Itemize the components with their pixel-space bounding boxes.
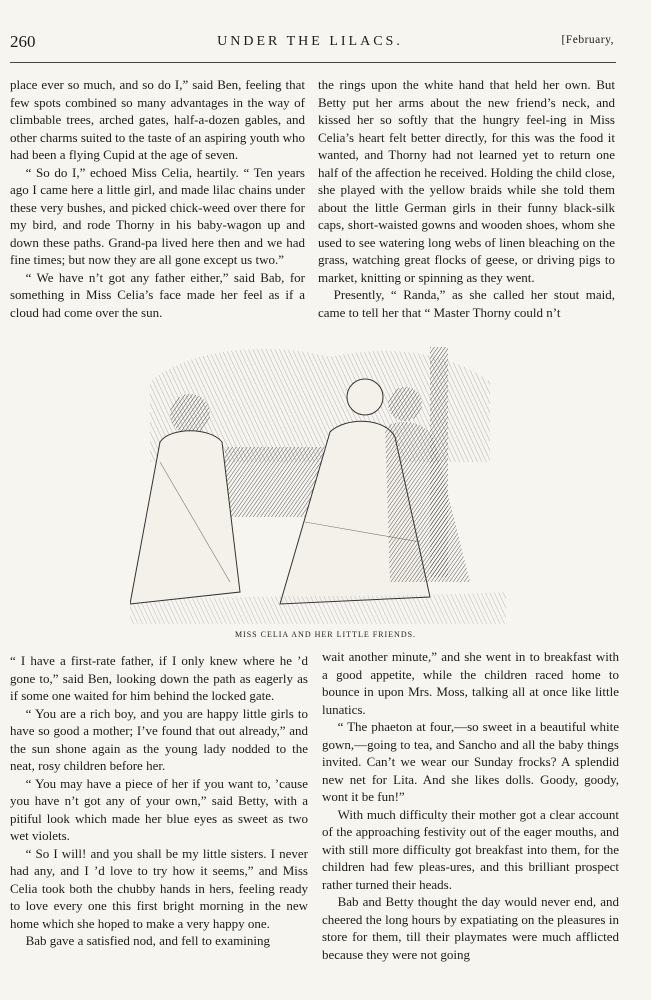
running-title: UNDER THE LILACS. xyxy=(217,34,403,49)
figure-caption: MISS CELIA AND HER LITTLE FRIENDS. xyxy=(234,630,417,639)
paragraph: “ So do I,” echoed Miss Celia, heartily. “ Ten years ago I came here a little girl, and made lilac chains under these very bushes, and picked chick-weed over there for my bird, and rode Thorny in his baby-wagon up and down these paths. Grand-pa lived here then and we had fine times; but now they are all gone except us two.” xyxy=(10,164,305,267)
paragraph: Bab gave a satisfied nod, and fell to examining xyxy=(25,933,270,948)
illustration-engraving xyxy=(130,342,506,624)
paragraph: With much difficulty their mother got a clear account of the approaching festivity out of the eager mouths, and with still more difficulty got breakfast into them, for the children had few pleas-ures, and this brilliant prospect rather turned their heads. xyxy=(322,806,619,892)
paragraph: “ You may have a piece of her if you want to, ’cause you have n’t got any of your own,” said Betty, with a pitiful look which made her blue eyes as sweet as two wet violets. xyxy=(10,775,308,843)
page-number: 260 xyxy=(10,32,36,51)
header-rule xyxy=(10,62,616,63)
paragraph: Presently, “ Randa,” as she called her stout maid, came to tell her that “ Master Thorny could n’t xyxy=(318,287,615,320)
paragraph: “ We have n’t got any father either,” said Bab, for something in Miss Celia’s face made her feel as if a cloud had come over the sun. xyxy=(10,269,305,320)
column-bottom-left xyxy=(10,652,308,950)
column-top-left xyxy=(10,76,305,321)
paragraph: “ You are a rich boy, and you are happy little girls to have so good a mother; I’ve found that out already,” and the sun shone again as the young lady nodded to the neat, rosy children before her. xyxy=(10,705,308,773)
paragraph: place ever so much, and so do I,” said Ben, feeling that few spots combined so many advantages in the way of climbable trees, arched gates, half-a-dozen gables, and other charms suited to the taste of an aspiring youth who had been a flying Cupid at the age of seven. xyxy=(10,77,305,162)
engraving-illustration-icon xyxy=(130,342,506,624)
issue-month: [February, xyxy=(561,34,614,46)
paragraph: Bab and Betty thought the day would never end, and cheered the long hours by expatiating on the pleasures in store for them, till their playmates were much afflicted because they were not going xyxy=(322,894,619,962)
paragraph: wait another minute,” and she went in to breakfast with a good appetite, while the children raced home to bounce in upon Mrs. Moss, talking all at once like little lunatics. xyxy=(322,649,619,717)
paragraph: “ So I will! and you shall be my little sisters. I never had any, and I ’d love to try how it seems,” and Miss Celia took both the chubby hands in hers, feeling ready to love every one this first bright morning in the new home which she hoped to make a very happy one. xyxy=(10,845,308,931)
column-bottom-right xyxy=(322,648,619,963)
paragraph: the rings upon the white hand that held her own. But Betty put her arms about the new friend’s neck, and kissed her so softly that the hungry feel-ing in Miss Celia’s heart felt better directly, for this was the food it wanted, and Thorny had not learned yet to return one half of the affection he received. Holding the child close, she played with the yellow braids while she told them about the little German girls in their funny black-silk caps, short-waisted gowns and wooden shoes, whom she used to see watering long webs of linen bleaching on the grass, watching great flocks of geese, or driving pigs to market, knitting or spinning as they went. xyxy=(318,77,615,285)
paragraph: “ The phaeton at four,—so sweet in a beautiful white gown,—going to tea, and Sancho and all the baby things invited. Can’t we wear our Sunday frocks? A splendid new net for Lita. And she likes dolls. Goody, goody, wont it be fun!” xyxy=(322,719,619,804)
paragraph: “ I have a first-rate father, if I only knew where he ’d gone to,” said Ben, looking down the path as eagerly as if some one waited for him behind the locked gate. xyxy=(10,653,308,703)
page-header xyxy=(10,32,614,54)
column-top-right xyxy=(318,76,615,321)
